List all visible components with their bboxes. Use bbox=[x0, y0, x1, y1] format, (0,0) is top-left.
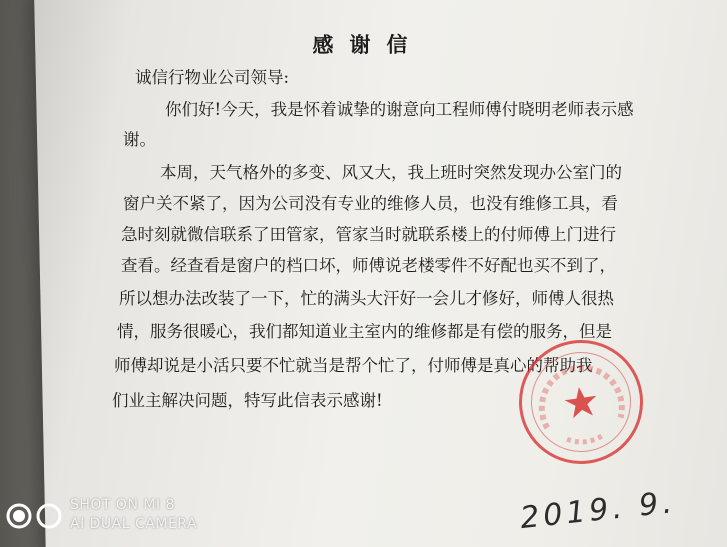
camera-watermark bbox=[4, 497, 234, 541]
handwritten-date: 2019. 9. bbox=[518, 484, 678, 537]
watermark-line-1: SHOT ON MI 8 bbox=[70, 497, 175, 513]
letter-line: 窗户关不紧了，因为公司没有专业的维修人员，也没有维修工具，看 bbox=[123, 194, 618, 213]
company-seal bbox=[511, 332, 651, 472]
letter-line: 们业主解决问题，特写此信表示感谢! bbox=[112, 391, 383, 410]
letter-title: 感谢信 bbox=[312, 31, 424, 58]
letter-line: 师傅却说是小活只要不忙就当是帮个忙了，付师傅是真心的帮助我 bbox=[114, 356, 593, 375]
letter-salutation: 诚信行物业公司领导: bbox=[135, 68, 290, 87]
letter-line: 你们好!今天，我是怀着诚挚的谢意向工程师傅付晓明老师表示感 bbox=[165, 100, 634, 119]
letter-line: 所以想办法改装了一下，忙的满头大汗好一会儿才修好，师傅人很热 bbox=[119, 289, 614, 308]
letter-line: 情，服务很暖心，我们都知道业主室内的维修都是有偿的服务，但是 bbox=[117, 322, 612, 341]
letter-line: 本周，天气格外的多变、风又大，我上班时突然发现办公室门的 bbox=[160, 163, 622, 182]
letter-line: 急时刻就微信联系了田管家，管家当时就联系楼上的付师傅上门进行 bbox=[121, 225, 616, 244]
letter-line: 查看。经查看是窗户的档口坏，师傅说老楼零件不好配也买不到了， bbox=[121, 256, 616, 275]
letter-line: 谢。 bbox=[123, 130, 156, 149]
watermark-line-2: AI DUAL CAMERA bbox=[70, 516, 198, 532]
dual-camera-icon bbox=[4, 499, 66, 533]
seal-star-icon bbox=[514, 335, 647, 468]
